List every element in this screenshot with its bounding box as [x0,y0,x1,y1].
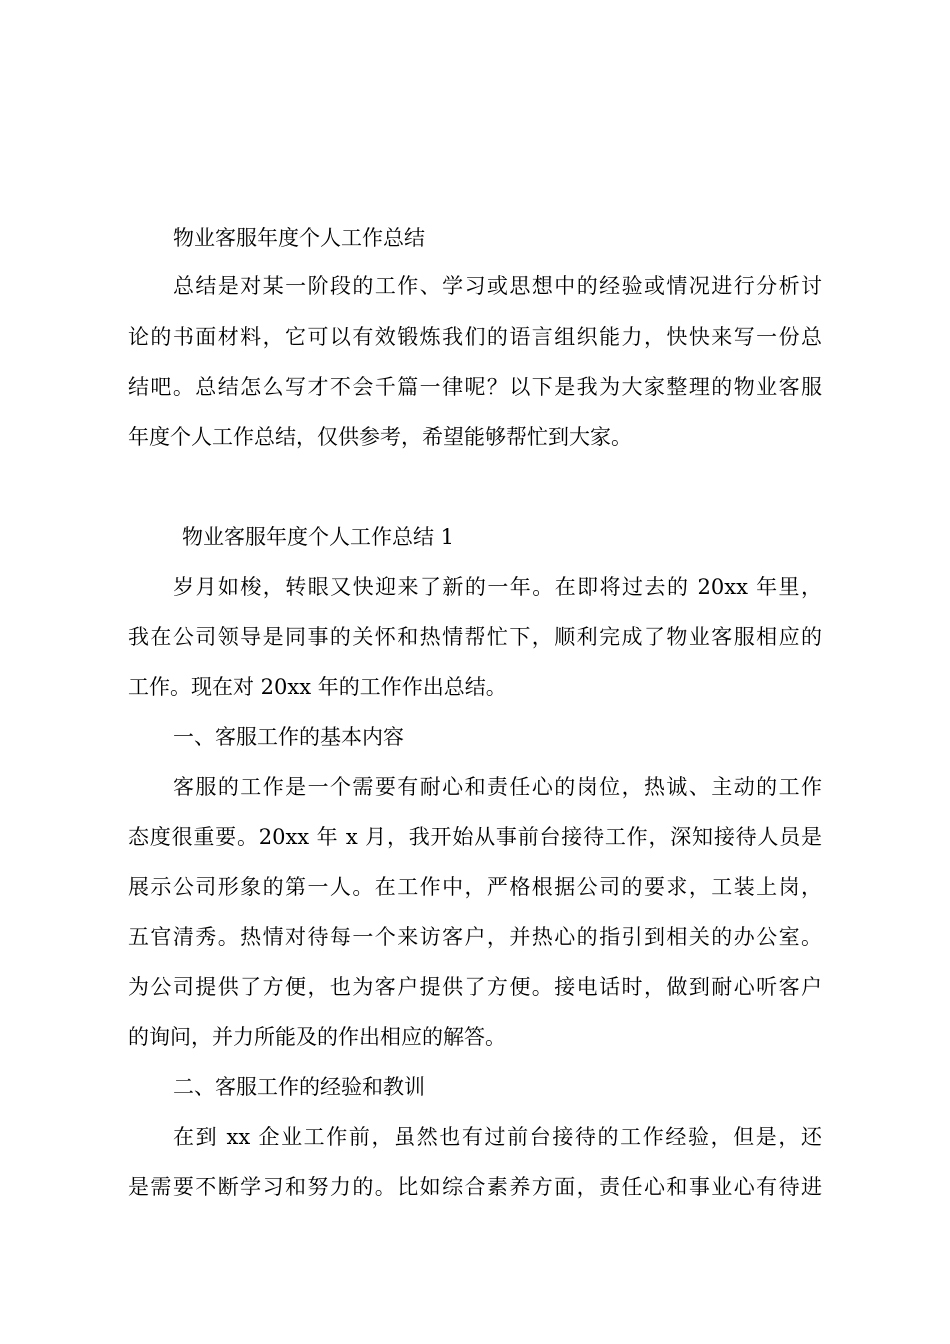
intro-line-1: 总结是对某一阶段的工作、学习或思想中的经验或情况进行分析讨 [173,274,822,298]
para3-line-1: 在到 xx 企业工作前，虽然也有过前台接待的工作经验，但是，还 [173,1125,822,1149]
intro-line-2: 论的书面材料，它可以有效锻炼我们的语言组织能力，快快来写一份总 [128,325,822,349]
para2-line-5: 为公司提供了方便，也为客户提供了方便。接电话时，做到耐心听客户 [128,975,822,999]
para1-line-2: 我在公司领导是同事的关怀和热情帮忙下，顺利完成了物业客服相应的 [128,625,822,649]
para2-line-6: 的询问，并力所能及的作出相应的解答。 [128,1025,506,1049]
para2-line-1: 客服的工作是一个需要有耐心和责任心的岗位，热诚、主动的工作 [173,775,822,799]
intro-line-3: 结吧。总结怎么写才不会千篇一律呢？以下是我为大家整理的物业客服 [128,375,822,399]
para2-line-4: 五官清秀。热情对待每一个来访客户，并热心的指引到相关的办公室。 [128,925,822,949]
para2-line-2: 态度很重要。20xx 年 x 月，我开始从事前台接待工作，深知接待人员是 [128,825,822,849]
section-title: 物业客服年度个人工作总结 1 [182,525,455,549]
para3-line-2: 是需要不断学习和努力的。比如综合素养方面，责任心和事业心有待进 [128,1175,822,1199]
document-title: 物业客服年度个人工作总结 [173,226,425,250]
para1-line-1: 岁月如梭，转眼又快迎来了新的一年。在即将过去的 20xx 年里， [173,575,822,599]
para2-line-3: 展示公司形象的第一人。在工作中，严格根据公司的要求，工装上岗， [128,875,822,899]
para1-line-3: 工作。现在对 20xx 年的工作作出总结。 [128,675,507,699]
heading-basic-content: 一、客服工作的基本内容 [173,725,404,749]
heading-experience-lessons: 二、客服工作的经验和教训 [173,1075,425,1099]
intro-line-4: 年度个人工作总结，仅供参考，希望能够帮忙到大家。 [128,425,632,449]
